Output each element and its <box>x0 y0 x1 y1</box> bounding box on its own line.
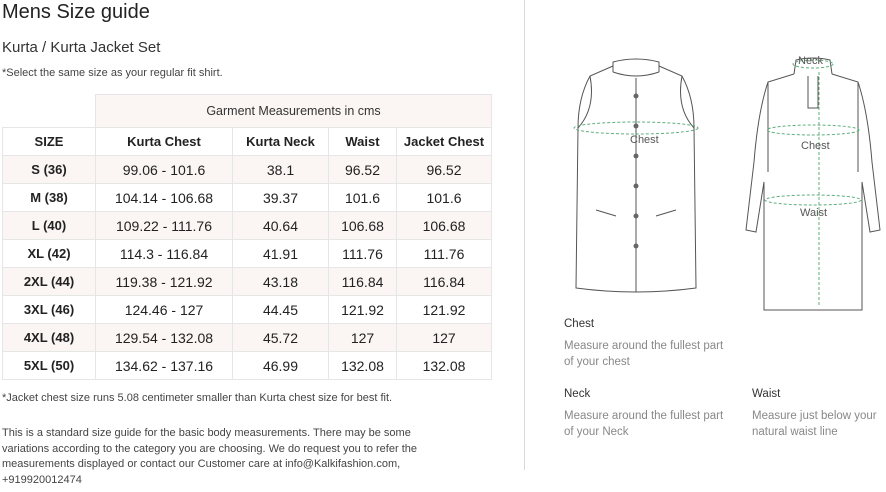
jacket-illustration <box>566 58 706 298</box>
measurement-cell: 96.52 <box>329 156 397 184</box>
jacket-chest-label: Chest <box>630 134 659 146</box>
measurement-cell: 99.06 - 101.6 <box>96 156 233 184</box>
column-header: SIZE <box>3 128 96 156</box>
jacket-note: *Jacket chest size runs 5.08 centimeter smaller than Kurta chest size for best fit. <box>2 392 393 404</box>
table-row <box>3 184 492 212</box>
waist-info-heading: Waist <box>752 388 781 400</box>
measurement-cell: 101.6 <box>329 184 397 212</box>
page-subtitle: Kurta / Kurta Jacket Set <box>2 39 161 56</box>
measurement-cell: 45.72 <box>233 324 329 352</box>
measurement-cell: 38.1 <box>233 156 329 184</box>
measurement-cell: 129.54 - 132.08 <box>96 324 233 352</box>
size-table <box>2 94 492 380</box>
measurement-cell: 111.76 <box>329 240 397 268</box>
measurement-cell: 119.38 - 121.92 <box>96 268 233 296</box>
measurement-cell: 124.46 - 127 <box>96 296 233 324</box>
measurement-cell: 41.91 <box>233 240 329 268</box>
table-row <box>3 324 492 352</box>
table-row <box>3 240 492 268</box>
measurement-cell: 116.84 <box>397 268 492 296</box>
table-header-row <box>3 128 492 156</box>
table-row <box>3 156 492 184</box>
kurta-illustration <box>736 52 886 312</box>
measurement-cell: 114.3 - 116.84 <box>96 240 233 268</box>
neck-info-desc: Measure around the fullest part of your Neck <box>564 410 724 438</box>
measurement-cell: 132.08 <box>397 352 492 380</box>
disclaimer: This is a standard size guide for the basic body measurements. There may be some variations according to the category you are choosing. We do request you to refer the measurements displayed or contact our Customer care at info@Kalkifashion.com, +919920012474 <box>2 427 417 486</box>
measurement-cell: 132.08 <box>329 352 397 380</box>
measurement-cell: 127 <box>329 324 397 352</box>
size-cell: XL (42) <box>3 240 96 268</box>
chest-info-heading: Chest <box>564 318 595 330</box>
illustration-panel <box>526 0 886 492</box>
measurement-cell: 39.37 <box>233 184 329 212</box>
size-cell: 5XL (50) <box>3 352 96 380</box>
measurement-cell: 121.92 <box>329 296 397 324</box>
table-row <box>3 212 492 240</box>
divider <box>524 0 525 470</box>
measurement-cell: 104.14 - 106.68 <box>96 184 233 212</box>
measurement-cell: 109.22 - 111.76 <box>96 212 233 240</box>
fit-note: *Select the same size as your regular fit shirt. <box>2 67 223 79</box>
measurement-cell: 134.62 - 137.16 <box>96 352 233 380</box>
measurement-cell: 96.52 <box>397 156 492 184</box>
size-cell: 3XL (46) <box>3 296 96 324</box>
size-cell: S (36) <box>3 156 96 184</box>
measurement-cell: 116.84 <box>329 268 397 296</box>
measurement-cell: 46.99 <box>233 352 329 380</box>
kurta-waist-label: Waist <box>800 207 828 219</box>
size-cell: L (40) <box>3 212 96 240</box>
measurement-cell: 111.76 <box>397 240 492 268</box>
measurement-cell: 127 <box>397 324 492 352</box>
column-header: Kurta Chest <box>96 128 233 156</box>
neck-info-heading: Neck <box>564 388 591 400</box>
neck-info <box>564 388 724 440</box>
measurement-cell: 101.6 <box>397 184 492 212</box>
page-title: Mens Size guide <box>2 1 150 23</box>
group-header: Garment Measurements in cms <box>96 95 492 128</box>
measurement-cell: 44.45 <box>233 296 329 324</box>
size-cell: M (38) <box>3 184 96 212</box>
measurement-cell: 106.68 <box>397 212 492 240</box>
waist-info <box>752 388 886 440</box>
measurement-cell: 43.18 <box>233 268 329 296</box>
measurement-cell: 40.64 <box>233 212 329 240</box>
measurement-cell: 106.68 <box>329 212 397 240</box>
table-row <box>3 268 492 296</box>
kurta-chest-label: Chest <box>801 140 830 152</box>
column-header: Waist <box>329 128 397 156</box>
size-cell: 4XL (48) <box>3 324 96 352</box>
measurement-cell: 121.92 <box>397 296 492 324</box>
size-cell: 2XL (44) <box>3 268 96 296</box>
table-row <box>3 296 492 324</box>
chest-info-desc: Measure around the fullest part of your chest <box>564 340 724 368</box>
waist-info-desc: Measure just below your natural waist line <box>752 410 877 438</box>
table-row <box>3 352 492 380</box>
column-header: Jacket Chest <box>397 128 492 156</box>
chest-info <box>564 318 724 370</box>
kurta-neck-label: Neck <box>798 55 824 67</box>
column-header: Kurta Neck <box>233 128 329 156</box>
